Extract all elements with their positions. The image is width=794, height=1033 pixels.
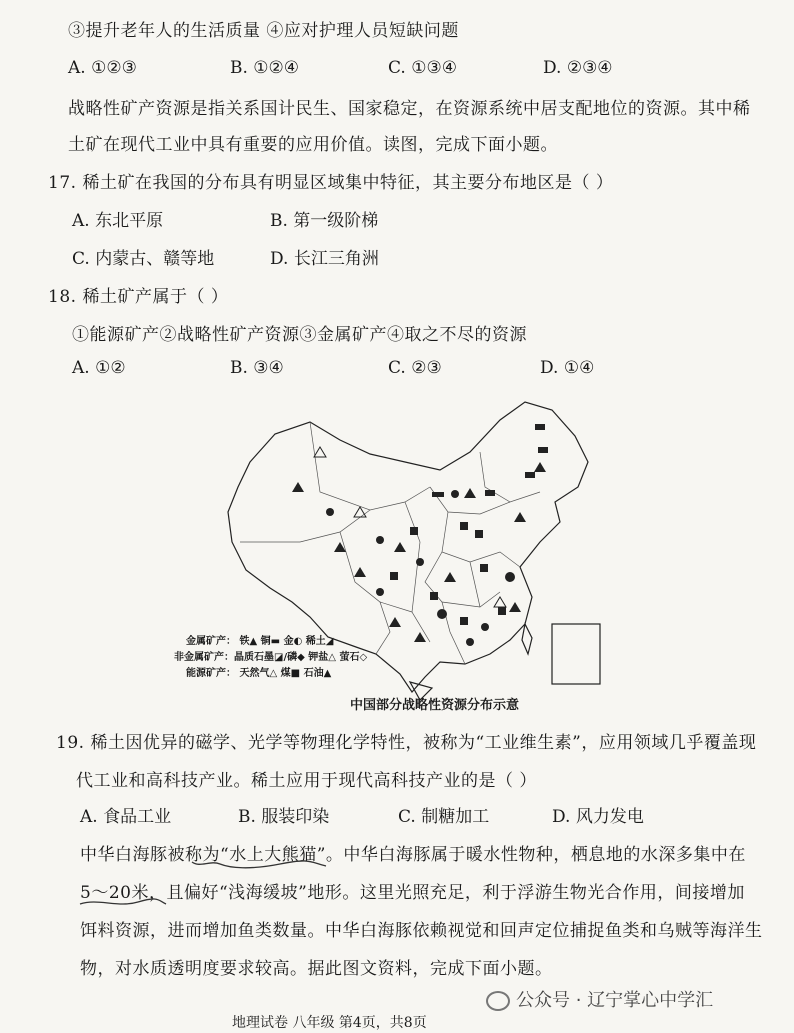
passage-dolphin-line4: 物，对水质透明度要求较高。据此图文资料，完成下面小题。 xyxy=(80,959,553,979)
passage-dolphin-line1: 中华白海豚被称为“水上大熊猫”。中华白海豚属于暖水性物种，栖息地的水深多集中在 xyxy=(80,845,746,865)
wechat-icon xyxy=(486,991,510,1011)
q17-option-b: B. 第一级阶梯 xyxy=(270,211,379,231)
q18-stem: 18. 稀土矿产属于（ ） xyxy=(48,287,229,307)
handwritten-underline-mark xyxy=(190,858,330,872)
q19-stem-line2: 代工业和高科技产业。稀土应用于现代高科技产业的是（ ） xyxy=(76,771,537,791)
passage-minerals-line1: 战略性矿产资源是指关系国计民生、国家稳定，在资源系统中居支配地位的资源。其中稀 xyxy=(68,99,751,119)
q18-option-a: A. ①② xyxy=(72,358,126,378)
wechat-watermark xyxy=(486,986,713,1012)
q19-option-b: B. 服装印染 xyxy=(238,807,330,827)
q19-stem-line1: 19. 稀土因优异的磁学、光学等物理化学特性，被称为“工业维生素”，应用领域几乎覆盖现 xyxy=(56,733,757,753)
legend-metal: 金属矿产： 铁▲ 铜▬ 金◐ 稀土◢ xyxy=(186,636,334,647)
q18-option-d: D. ①④ xyxy=(540,358,595,378)
q19-option-a: A. 食品工业 xyxy=(80,807,172,827)
legend-nonmetal: 非金属矿产：晶质石墨◪/磷◆ 钾盐△ 萤石◇ xyxy=(174,652,368,663)
q16-option-b: B. ①②④ xyxy=(230,58,300,78)
q17-option-d: D. 长江三角洲 xyxy=(270,249,379,269)
passage-dolphin-line2: 5～20米，且偏好“浅海缓坡”地形。这里光照充足，利于浮游生物光合作用，间接增加 xyxy=(80,883,745,903)
watermark-text: 公众号 · 辽宁掌心中学汇 xyxy=(516,990,714,1011)
q17-option-c: C. 内蒙古、赣等地 xyxy=(72,249,215,269)
q17-stem: 17. 稀土矿在我国的分布具有明显区域集中特征，其主要分布地区是（ ） xyxy=(48,173,614,193)
q16-option-c: C. ①③④ xyxy=(388,58,457,78)
map-title: 中国部分战略性资源分布示意 xyxy=(350,698,520,713)
passage-dolphin-line3: 饵料资源，进而增加鱼类数量。中华白海豚依赖视觉和回声定位捕捉鱼类和乌贼等海洋生 xyxy=(80,921,763,941)
q16-items-line: ③提升老年人的生活质量 ④应对护理人员短缺问题 xyxy=(68,21,459,41)
q18-items-line: ①能源矿产②战略性矿产资源③金属矿产④取之不尽的资源 xyxy=(72,325,527,345)
q18-option-b: B. ③④ xyxy=(230,358,284,378)
page-footer: 地理试卷 八年级 第4页，共8页 xyxy=(232,1015,427,1031)
q18-option-c: C. ②③ xyxy=(388,358,442,378)
q19-option-d: D. 风力发电 xyxy=(552,807,644,827)
handwritten-underline-mark xyxy=(78,896,168,910)
q19-option-c: C. 制糖加工 xyxy=(398,807,490,827)
passage-minerals-line2: 土矿在现代工业中具有重要的应用价值。读图，完成下面小题。 xyxy=(68,135,558,155)
q16-option-d: D. ②③④ xyxy=(543,58,613,78)
q17-option-a: A. 东北平原 xyxy=(72,211,164,231)
legend-energy: 能源矿产： 天然气△ 煤■ 石油▲ xyxy=(186,668,332,679)
q16-option-a: A. ①②③ xyxy=(68,58,137,78)
